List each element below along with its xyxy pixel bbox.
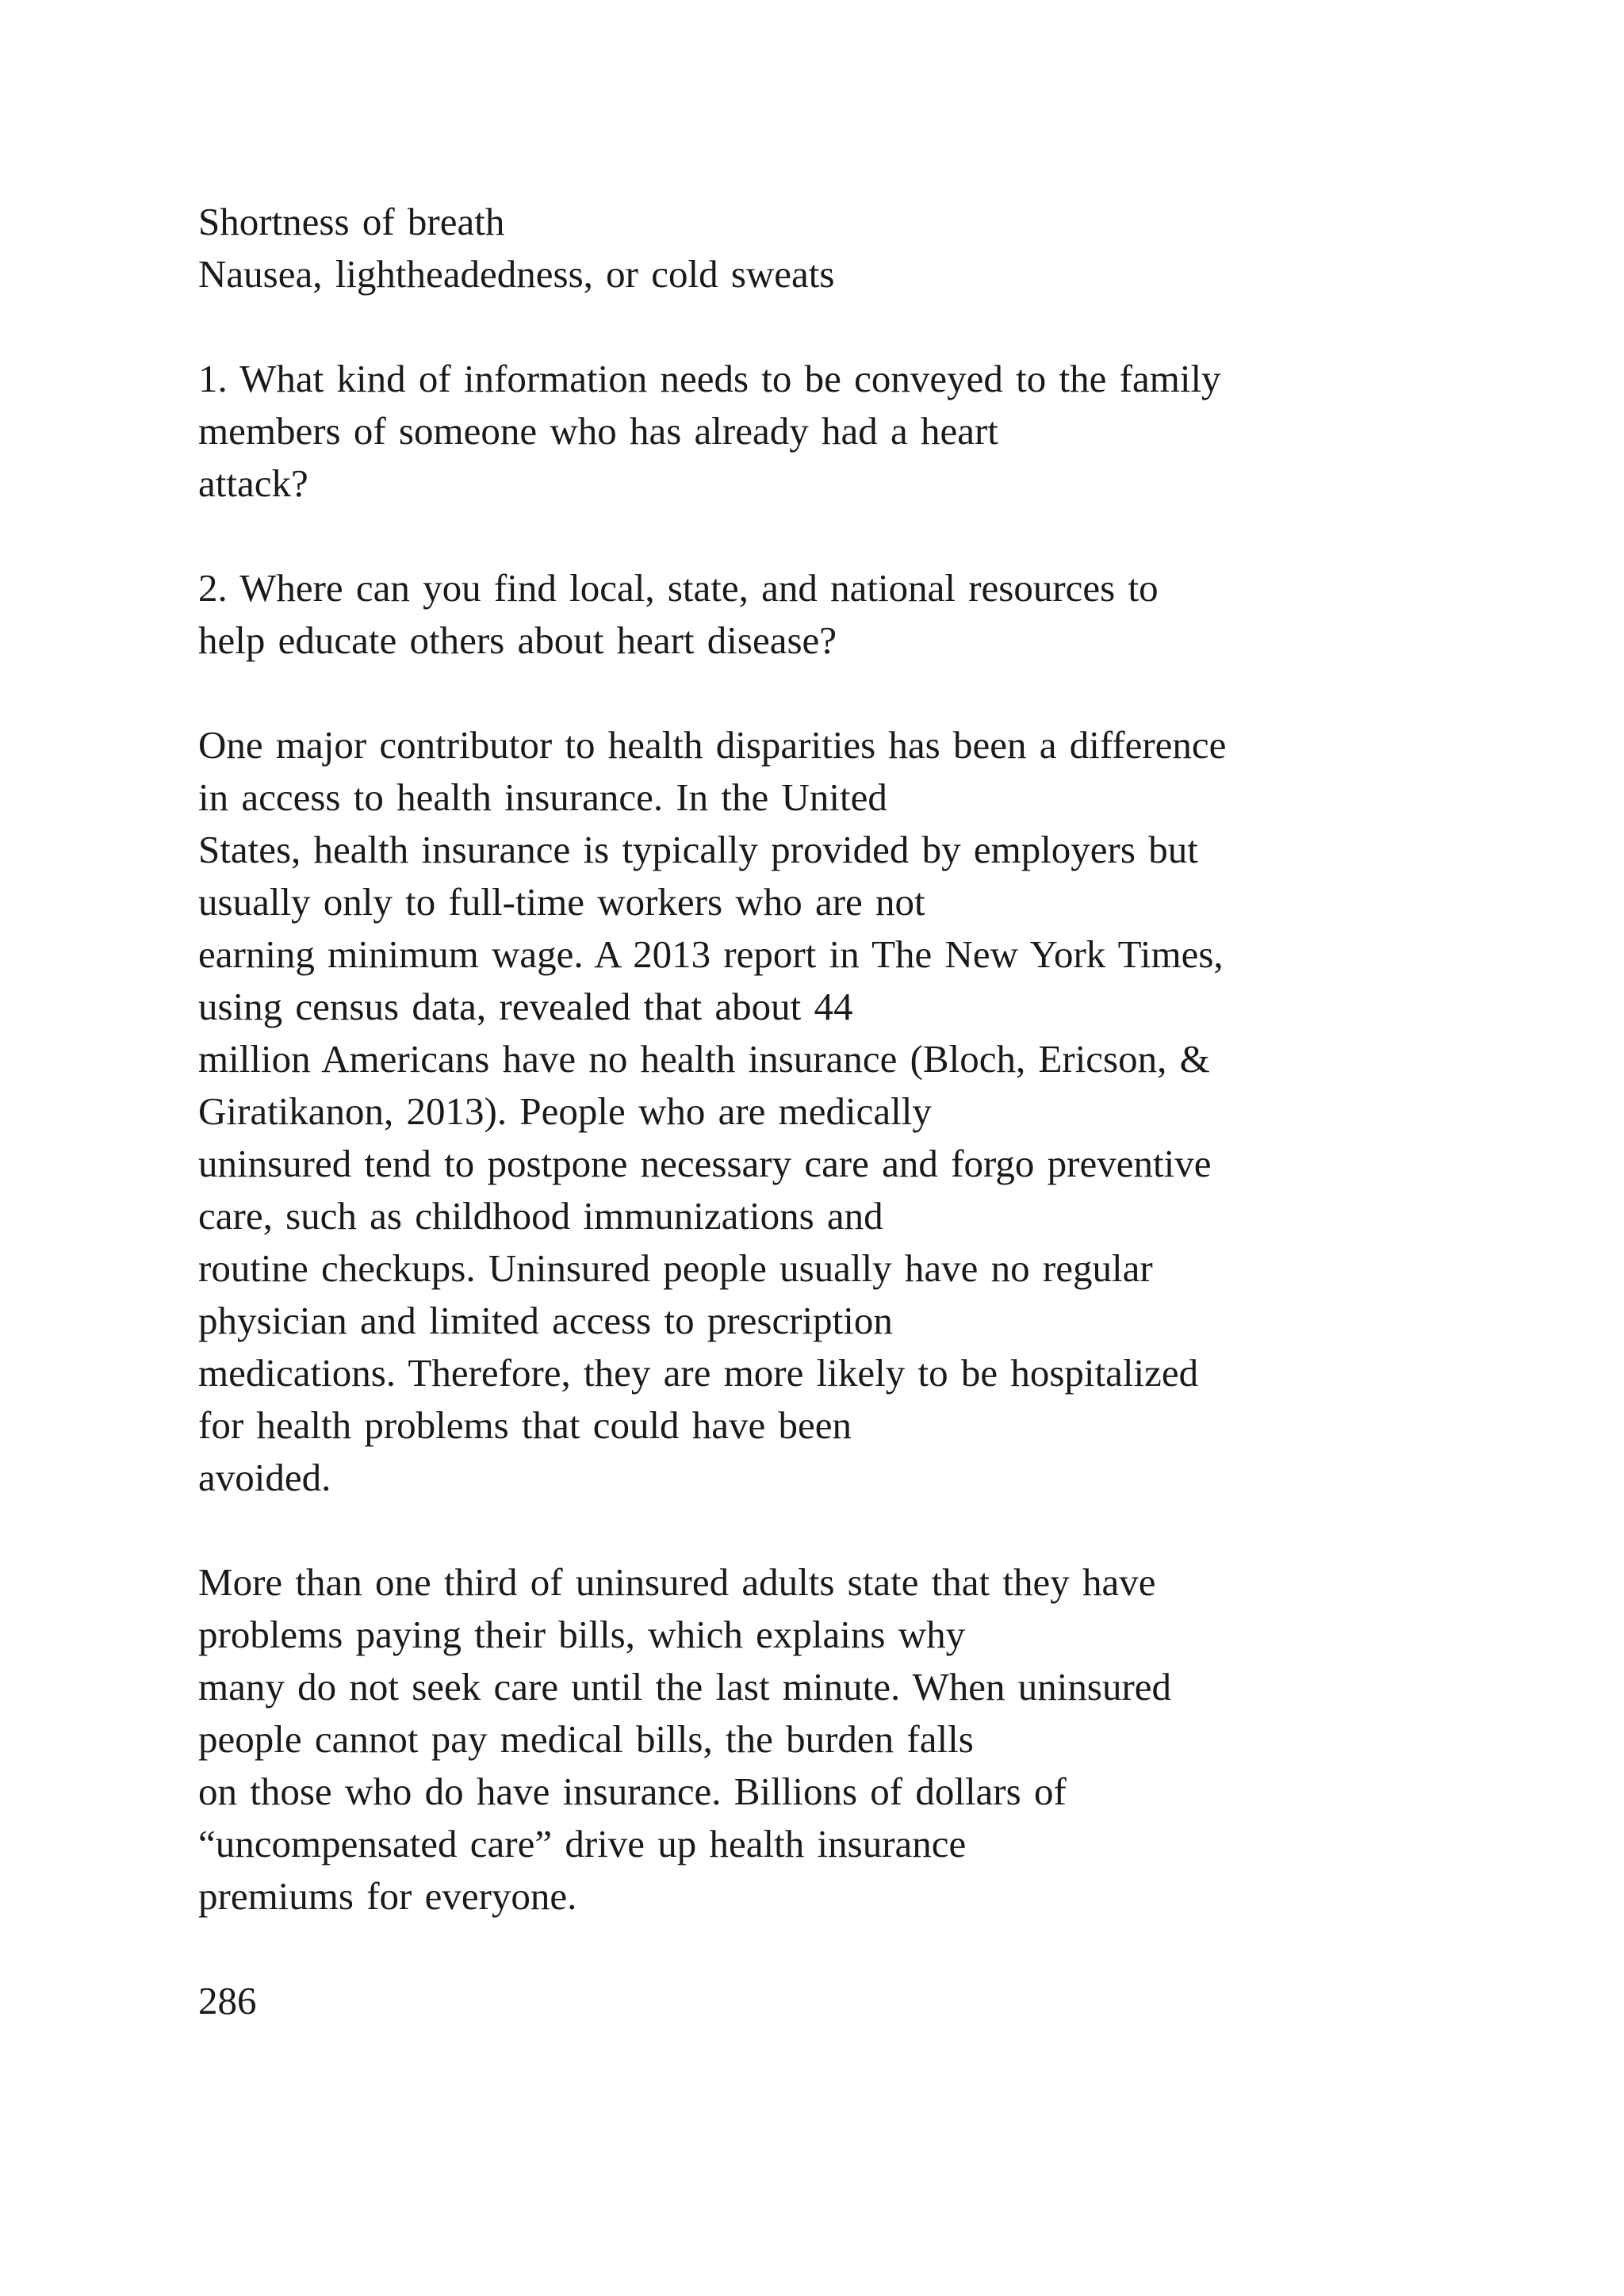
text-line: using census data, revealed that about 44: [198, 985, 853, 1028]
text-line: uninsured tend to postpone necessary care and forgo preventive: [198, 1142, 1212, 1185]
text-line: on those who do have insurance. Billions of dollars of: [198, 1770, 1067, 1813]
text-line: “uncompensated care” drive up health insurance: [198, 1822, 967, 1866]
text-line: earning minimum wage. A 2013 report in The New York Times,: [198, 932, 1224, 976]
text-line: One major contributor to health disparities has been a difference: [198, 723, 1227, 767]
text-line: More than one third of uninsured adults state that they have: [198, 1560, 1156, 1604]
text-line: for health problems that could have been: [198, 1403, 852, 1447]
text-line: avoided.: [198, 1456, 331, 1499]
text-line: attack?: [198, 461, 308, 505]
text-line: help educate others about heart disease?: [198, 618, 837, 662]
text-line: members of someone who has already had a heart: [198, 409, 998, 453]
text-line: in access to health insurance. In the United: [198, 775, 887, 819]
text-line: physician and limited access to prescription: [198, 1299, 893, 1342]
text-line: problems paying their bills, which explains why: [198, 1613, 966, 1656]
text-line: Giratikanon, 2013). People who are medically: [198, 1089, 932, 1133]
text-line: people cannot pay medical bills, the burden falls: [198, 1717, 974, 1761]
text-line: usually only to full-time workers who are not: [198, 880, 925, 924]
text-line: premiums for everyone.: [198, 1874, 577, 1918]
text-line: medications. Therefore, they are more likely to be hospitalized: [198, 1351, 1199, 1395]
text-line: 1. What kind of information needs to be conveyed to the family: [198, 357, 1221, 400]
text-line: care, such as childhood immunizations and: [198, 1194, 883, 1238]
page-number: 286: [198, 1979, 257, 2022]
text-line: Nausea, lightheadedness, or cold sweats: [198, 252, 835, 296]
text-line: many do not seek care until the last minute. When uninsured: [198, 1665, 1172, 1709]
text-line: 2. Where can you find local, state, and national resources to: [198, 566, 1159, 610]
text-line: routine checkups. Uninsured people usually have no regular: [198, 1246, 1153, 1290]
text-line: Shortness of breath: [198, 200, 505, 243]
text-line: million Americans have no health insurance (Bloch, Ericson, &: [198, 1037, 1210, 1081]
text-line: States, health insurance is typically provided by employers but: [198, 828, 1198, 871]
